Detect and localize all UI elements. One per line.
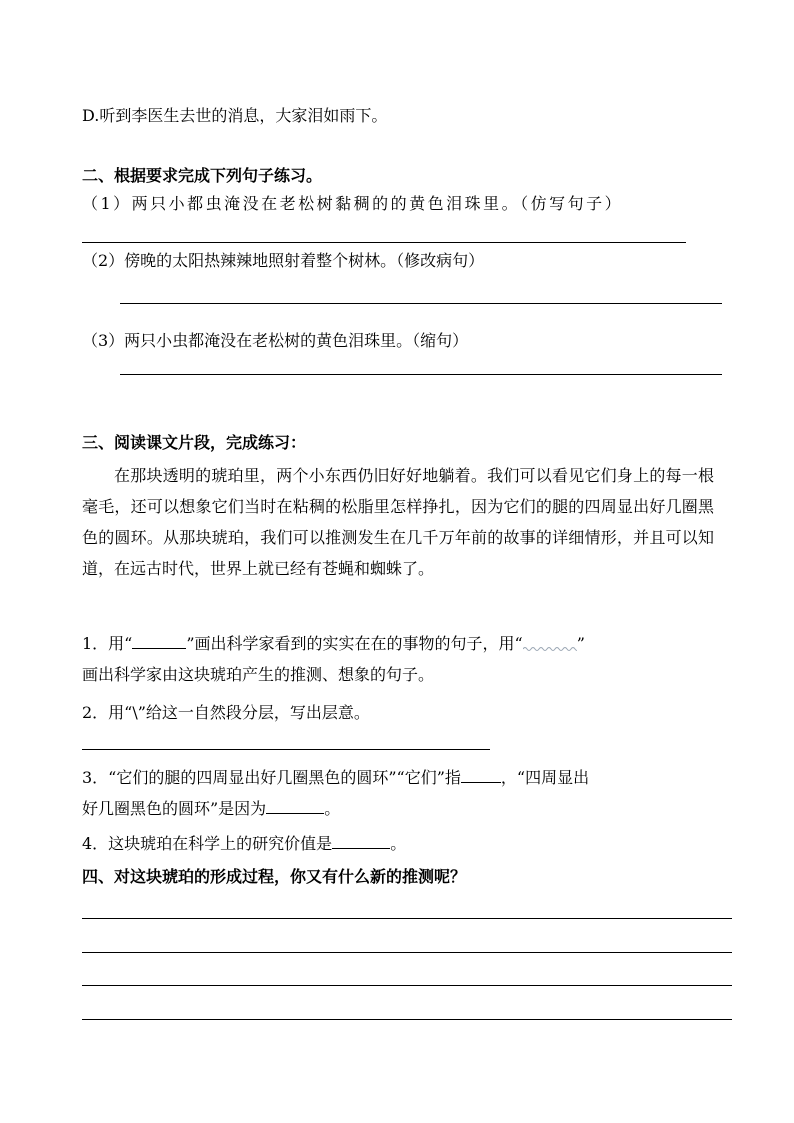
answer-line-2-1[interactable] <box>82 242 686 243</box>
q1-text-b: ”画出科学家看到的实实在在的事物的句子，用“ <box>186 634 523 653</box>
q4-text-b: 。 <box>390 834 407 853</box>
answer-line-2-2[interactable] <box>120 303 722 304</box>
reading-passage: 在那块透明的琥珀里，两个小东西仍旧好好地躺着。我们可以看见它们身上的每一根毫毛，还可以想象它们当时在粘稠的松脂里怎样挣扎，因为它们的腿的四周显出好几圈黑色的圆环。从那块琥珀，我们可以推测发生在几千万年前的故事的详细情形，并且可以知道，在远古时代，世界上就已经有苍蝇和蜘蛛了。 <box>82 466 714 578</box>
q4-text-a: 4．这块琥珀在科学上的研究价值是 <box>82 834 333 853</box>
q3-text-c: 好几圈黑色的圆环”是因为 <box>82 799 267 818</box>
section-4-title: 四、对这块琥珀的形成过程，你又有什么新的推测呢？ <box>82 867 467 886</box>
section-3-q1-cont: 画出科学家由这块琥珀产生的推测、想象的句子。 <box>82 665 435 684</box>
section-2-q3: （3）两只小虫都淹没在老松树的黄色泪珠里。（缩句） <box>82 331 469 350</box>
answer-line-4-3[interactable] <box>82 985 732 986</box>
q3-text-b: ，“四周显出 <box>500 768 590 787</box>
section-3-q3-cont <box>82 799 340 819</box>
answer-blank-q3-a[interactable] <box>461 768 501 783</box>
option-d: D.听到李医生去世的消息，大家泪如雨下。 <box>82 106 388 125</box>
section-3-q2: 2．用“\”给这一自然段分层，写出层意。 <box>82 703 370 722</box>
q1-text-c: ” <box>576 634 585 653</box>
answer-line-3-2[interactable] <box>82 749 490 750</box>
q3-text-d: 。 <box>324 799 341 818</box>
q3-text-a: 3．“它们的腿的四周显出好几圈黑色的圆环”“它们”指 <box>82 768 461 787</box>
answer-blank-q3-b[interactable] <box>266 799 324 814</box>
q1-text-a: 1．用“ <box>82 634 133 653</box>
answer-line-4-2[interactable] <box>82 952 732 953</box>
section-2-q1: （1）两只小都虫淹没在老松树黏稠的的黄色泪珠里。（仿写句子） <box>82 194 624 213</box>
answer-line-4-4[interactable] <box>82 1019 732 1020</box>
wavy-underline-mark <box>523 635 577 649</box>
section-2-title: 二、根据要求完成下列句子练习。 <box>82 166 323 185</box>
section-3-title: 三、阅读课文片段，完成练习： <box>82 433 307 452</box>
section-3-q4 <box>82 834 406 854</box>
straight-underline-mark <box>132 634 186 649</box>
answer-line-2-3[interactable] <box>120 374 722 375</box>
answer-blank-q4[interactable] <box>332 834 390 849</box>
section-3-q3 <box>82 768 589 788</box>
answer-line-4-1[interactable] <box>82 918 732 919</box>
section-2-q2: （2）傍晚的太阳热辣辣地照射着整个树林。（修改病句） <box>82 251 485 270</box>
section-3-q1 <box>82 634 585 654</box>
